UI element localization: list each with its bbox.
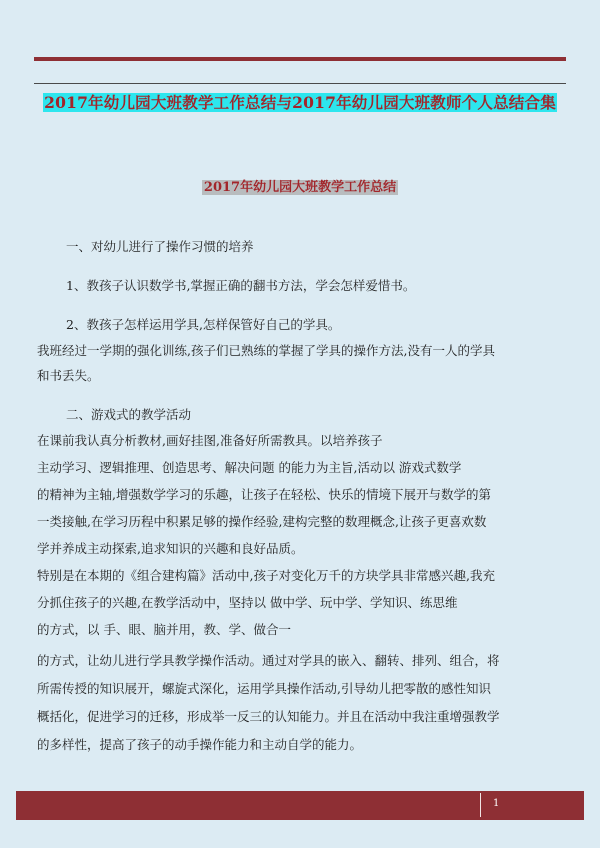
paragraph-line: 主动学习、逻辑推理、创造思考、解决问题 的能力为主旨,活动以 游戏式数学 [37,460,462,475]
document-title-text: 2017年幼儿园大班教学工作总结与2017年幼儿园大班教师个人总结合集 [44,93,556,112]
paragraph-line: 和书丢失。 [37,368,100,383]
top-thin-rule [34,83,566,84]
paragraph-line: 在课前我认真分析教材,画好挂图,准备好所需教具。以培养孩子 [37,433,383,448]
paragraph-heading: 一、对幼儿进行了操作习惯的培养 [66,239,254,254]
paragraph-line: 一类接触,在学习历程中积累足够的操作经验,建构完整的数理概念,让孩子更喜欢数 [37,514,487,529]
section-subtitle [40,178,560,198]
paragraph-line: 2、教孩子怎样运用学具,怎样保管好自己的学具。 [66,317,341,332]
paragraph-line: 的精神为主轴,增强数学学习的乐趣，让孩子在轻松、快乐的情境下展开与数学的第 [37,487,491,502]
paragraph-line: 的方式，以 手、眼、脑并用，教、学、做合一 [37,622,291,637]
document-title [40,92,560,114]
section-subtitle-text: 2017年幼儿园大班教学工作总结 [203,180,397,195]
top-thick-rule [34,57,566,61]
paragraph-line: 概括化，促进学习的迁移，形成举一反三的认知能力。并且在活动中我注重增强教学 [37,709,500,724]
paragraph-heading: 二、游戏式的教学活动 [66,407,192,422]
paragraph-line: 我班经过一学期的强化训练,孩子们已熟练的掌握了学具的操作方法,没有一人的学具 [37,343,495,358]
paragraph-line: 特别是在本期的《组合建构篇》活动中,孩子对变化万千的方块学具非常感兴趣,我充 [37,568,495,583]
paragraph-line: 分抓住孩子的兴趣,在教学活动中，坚持以 做中学、玩中学、学知识、练思维 [37,595,458,610]
paragraph-line: 学并养成主动探索,追求知识的兴趣和良好品质。 [37,541,304,556]
paragraph-line: 1、教孩子认识数学书,掌握正确的翻书方法，学会怎样爱惜书。 [66,278,416,293]
paragraph-line: 所需传授的知识展开，螺旋式深化，运用学具操作活动,引导幼儿把零散的感性知识 [37,681,491,696]
page-number: 1 [493,798,500,809]
paragraph-line: 的方式，让幼儿进行学具教学操作活动。通过对学具的嵌入、翻转、排列、组合，将 [37,653,500,668]
paragraph-line: 的多样性，提高了孩子的动手操作能力和主动自学的能力。 [37,737,363,752]
